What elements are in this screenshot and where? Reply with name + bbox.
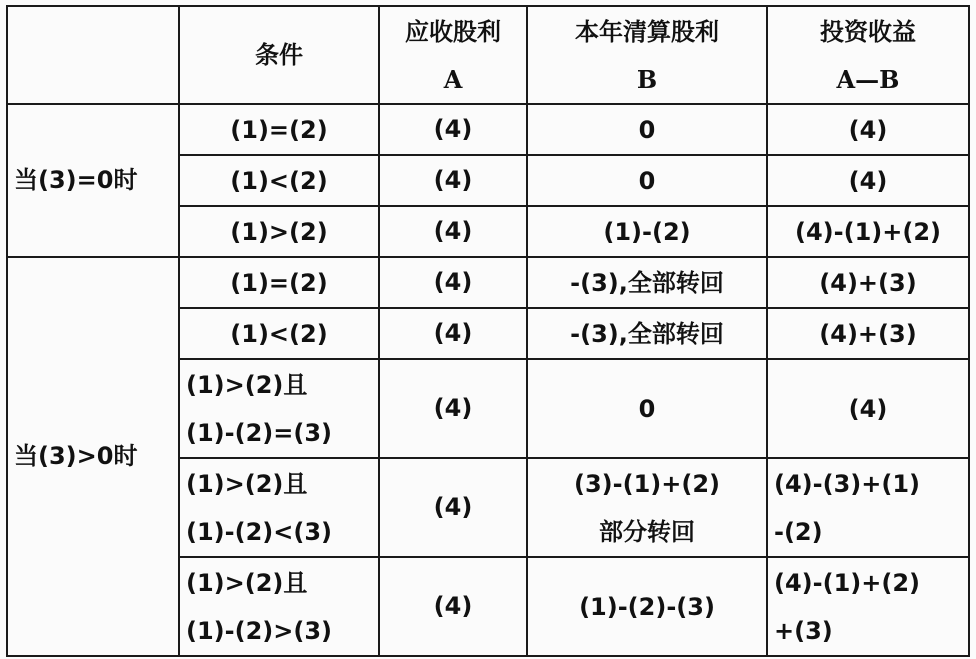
condition-text: (1)<(2) (230, 166, 328, 195)
header-income (767, 6, 969, 104)
settled-cell (527, 104, 767, 155)
income-text: (4)+(3) (819, 268, 917, 297)
income-cell (767, 206, 969, 257)
condition-text: (1)<(2) (230, 319, 328, 348)
header-receivable (379, 6, 527, 104)
header-settled-label: 本年清算股利 (575, 18, 719, 46)
receivable-text: (4) (433, 592, 473, 621)
receivable-cell (379, 104, 527, 155)
condition-text: (1)-(2)=(3) (186, 418, 332, 447)
condition-cell (179, 206, 379, 257)
receivable-cell (379, 257, 527, 308)
income-text: (4) (848, 115, 888, 144)
condition-text: (1)=(2) (230, 268, 328, 297)
receivable-cell (379, 308, 527, 359)
condition-text: (1)>(2) (230, 217, 328, 246)
header-row (7, 6, 969, 104)
income-cell (767, 104, 969, 155)
receivable-text: (4) (433, 217, 473, 246)
settled-cell (527, 458, 767, 557)
table-row (7, 104, 969, 155)
income-text: (4)+(3) (819, 319, 917, 348)
income-cell (767, 257, 969, 308)
settled-text: 0 (638, 166, 656, 195)
settled-cell (527, 257, 767, 308)
condition-text: (1)-(2)>(3) (186, 616, 332, 645)
settled-text: (3)-(1)+(2) (574, 469, 720, 498)
income-text: (4)-(1)+(2) (774, 568, 920, 597)
income-text: (4)-(1)+(2) (795, 217, 941, 246)
settled-cell (527, 155, 767, 206)
income-cell (767, 155, 969, 206)
income-cell (767, 557, 969, 656)
settled-text: 0 (638, 115, 656, 144)
receivable-text: (4) (433, 319, 473, 348)
income-text: (4) (848, 166, 888, 195)
receivable-cell (379, 155, 527, 206)
header-condition-label: 条件 (255, 40, 303, 69)
settled-cell (527, 359, 767, 458)
header-condition (179, 6, 379, 104)
settled-text: (1)-(2) (603, 217, 691, 246)
income-text: (4) (848, 394, 888, 423)
settled-cell (527, 557, 767, 656)
income-cell (767, 458, 969, 557)
header-income-label: 投资收益 (820, 18, 916, 46)
condition-cell (179, 557, 379, 656)
condition-cell (179, 257, 379, 308)
condition-text: (1)>(2)且 (186, 568, 308, 597)
group-label: 当(3)=0时 (7, 104, 179, 257)
settled-cell (527, 308, 767, 359)
income-text: (4)-(3)+(1) (774, 469, 920, 498)
dividend-table (6, 5, 970, 657)
settled-cell (527, 206, 767, 257)
receivable-text: (4) (433, 115, 473, 144)
settled-text: 部分转回 (599, 517, 695, 546)
receivable-text: (4) (433, 394, 473, 423)
condition-text: (1)=(2) (230, 115, 328, 144)
header-receivable-label: 应收股利 (405, 18, 501, 46)
table-row (7, 257, 969, 308)
receivable-cell (379, 206, 527, 257)
group-label: 当(3)>0时 (7, 257, 179, 656)
corner-cell (7, 6, 179, 104)
settled-text: (1)-(2)-(3) (579, 592, 715, 621)
condition-text: (1)-(2)<(3) (186, 517, 332, 546)
condition-cell (179, 104, 379, 155)
condition-cell (179, 458, 379, 557)
settled-text: -(3),全部转回 (570, 268, 724, 297)
condition-cell (179, 308, 379, 359)
header-receivable-sub: A (443, 65, 463, 94)
receivable-cell (379, 557, 527, 656)
condition-text: (1)>(2)且 (186, 370, 308, 399)
income-text: -(2) (774, 517, 823, 546)
receivable-cell (379, 359, 527, 458)
income-text: +(3) (774, 616, 833, 645)
receivable-text: (4) (433, 268, 473, 297)
income-cell (767, 308, 969, 359)
receivable-text: (4) (433, 493, 473, 522)
income-cell (767, 359, 969, 458)
header-settled-sub: B (636, 65, 658, 94)
settled-text: -(3),全部转回 (570, 319, 724, 348)
condition-text: (1)>(2)且 (186, 469, 308, 498)
header-income-sub: A—B (836, 65, 900, 94)
header-settled (527, 6, 767, 104)
condition-cell (179, 155, 379, 206)
settled-text: 0 (638, 394, 656, 423)
receivable-cell (379, 458, 527, 557)
receivable-text: (4) (433, 166, 473, 195)
condition-cell (179, 359, 379, 458)
